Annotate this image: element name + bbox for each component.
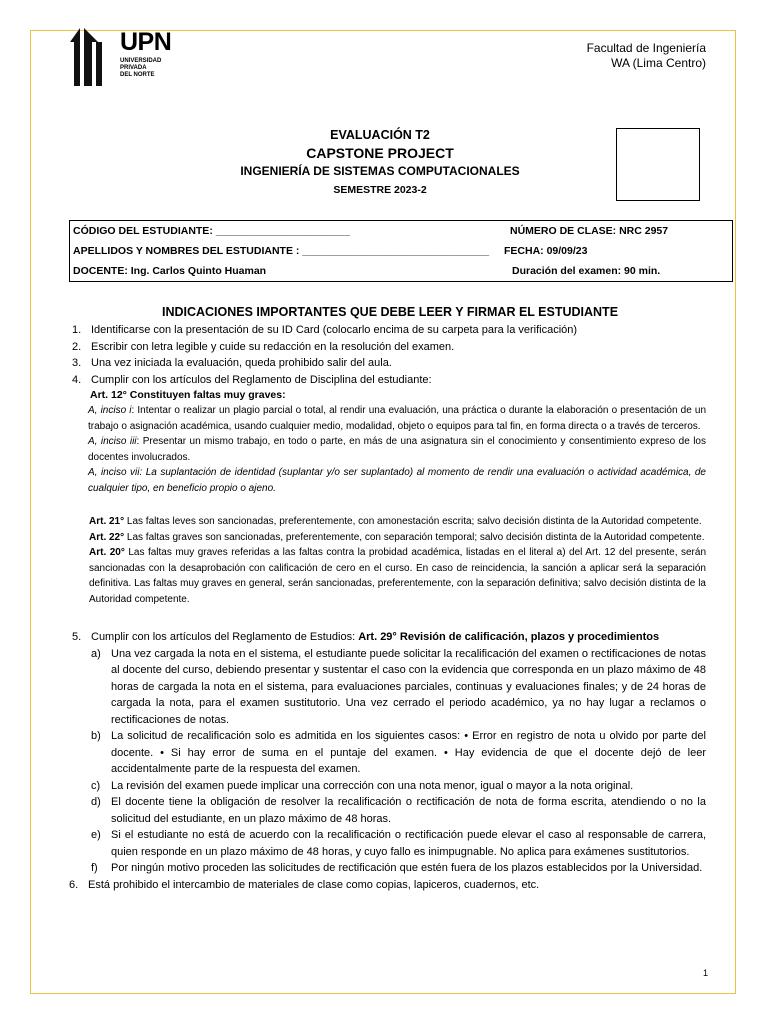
faculty-name: Facultad de Ingeniería <box>586 41 706 55</box>
teacher-name: DOCENTE: Ing. Carlos Quinto Huaman <box>73 265 267 277</box>
inciso-i: A, inciso i: Intentar o realizar un plagio parcial o total, al rendir una evaluación, una práctica o durante la elaboración o presentación de un trabajo o asignación académica, usando cualquier medio, modalidad, objeto o equipos para tal fin, en forma directa o a través de terceros. <box>88 405 707 432</box>
list-item: 4. Cumplir con los artículos del Reglamento de Disciplina del estudiante: <box>72 373 432 386</box>
art20: Art. 20° Las faltas muy graves referidas a las faltas contra la probidad académica, listadas en el literal a) del Art. 12 del presente, serán sancionadas con la desaprobación con calificación de cero en el curso. En caso de reincidencia, la sanción a aplicar será la separación definitiva. Las faltas muy graves en general, serán sancionadas, preferentemente, con la separación definitiva; salvo decisión distinta de la Autoridad competente. <box>89 547 707 605</box>
art12-heading: Art. 12° Constituyen faltas muy graves: <box>90 389 286 401</box>
logo-sub-2: PRIVADA <box>120 65 147 71</box>
info-row-2 <box>73 242 729 260</box>
logo-sub-3: DEL NORTE <box>120 72 155 78</box>
art21: Art. 21° Las faltas leves son sancionadas, preferentemente, con amonestación escrita; salvo decisión distinta de la Autoridad competente. <box>89 516 702 527</box>
sub-item-d: d) El docente tiene la obligación de resolver la recalificación o rectificación de nota de forma escrita, atendiendo o no la solicitud del estudiante, en un plazo máximo de 48 horas. <box>91 796 706 825</box>
student-name-field[interactable]: APELLIDOS Y NOMBRES DEL ESTUDIANTE : ________________________________ <box>73 245 490 257</box>
art29-sublist <box>91 646 706 877</box>
sub-item-c: c) La revisión del examen puede implicar una corrección con una nota menor, igual o mayor a la nota original. <box>91 779 634 792</box>
indications-title: INDICACIONES IMPORTANTES QUE DEBE LEER Y FIRMAR EL ESTUDIANTE <box>161 305 619 319</box>
list-item: 3. Una vez iniciada la evaluación, queda prohibido salir del aula. <box>72 357 392 369</box>
indications-list <box>69 322 707 893</box>
inciso-iii: A, inciso iii: Presentar un mismo trabajo, en todo o parte, en más de una asignatura sin el conocimiento y consentimiento expreso de los docentes involucrados. <box>88 436 706 463</box>
sub-item-a: a) Una vez cargada la nota en el sistema, el estudiante puede solicitar la recalificación del examen o rectificaciones de notas al docente del curso, debiendo presentar y sustentar el caso con la evidencia que corresponda en un plazo máximo de 48 horas de cargada la nota en el sistema, para evaluaciones parciales, continuas y evaluaciones finales; y de 24 horas de cargada la nota, para el examen sustitutorio. Una vez cerrado el periodo académico, ya no hay lugar a reclamos o rectificaciones de notas. <box>91 647 706 726</box>
info-row-1 <box>73 222 729 240</box>
career-title: INGENIERÍA DE SISTEMAS COMPUTACIONALES <box>240 164 520 178</box>
inciso-vii: A, inciso vii: La suplantación de identidad (suplantar y/o ser suplantado) al momento de rendir una evaluación o actividad académica, de cualquier tipo, en beneficio propio o ajeno. <box>88 467 706 494</box>
course-title: CAPSTONE PROJECT <box>306 145 454 161</box>
sub-item-f: f) Por ningún motivo proceden las solicitudes de rectificación que estén fuera de los plazos establecidos por la Universidad. <box>91 862 703 874</box>
campus-name: WA (Lima Centro) <box>611 56 706 70</box>
page-number: 1 <box>702 968 708 978</box>
upn-logo-icon <box>70 28 118 86</box>
logo-sub-1: UNIVERSIDAD <box>120 58 162 64</box>
grade-box <box>616 128 700 201</box>
semester-title: SEMESTRE 2023-2 <box>333 184 427 196</box>
logo-name: UPN <box>120 28 172 56</box>
list-item: 1. Identificarse con la presentación de su ID Card (colocarlo encima de su carpeta para la verificación) <box>72 324 578 336</box>
exam-duration: Duración del examen: 90 min. <box>512 265 661 277</box>
info-row-3 <box>73 262 729 280</box>
faculty-header <box>587 41 706 71</box>
exam-date: FECHA: 09/09/23 <box>504 245 588 257</box>
sub-item-e: e) Si el estudiante no está de acuerdo con la recalificación o rectificación puede elevar el caso al responsable de carrera, quien responde en un plazo máximo de 48 horas, y cuyo fallo es inimpugnable. No aplica para exámenes sustitutorios. <box>91 829 706 858</box>
class-number: NÚMERO DE CLASE: NRC 2957 <box>510 225 669 237</box>
list-item: 6. Está prohibido el intercambio de materiales de clase como copias, lapiceros, cuadernos, etc. <box>69 878 540 891</box>
list-item: 5. Cumplir con los artículos del Reglamento de Estudios: Art. 29° Revisión de calificación, plazos y procedimientos <box>72 631 660 643</box>
student-info-table <box>69 220 733 282</box>
sub-item-b: b) La solicitud de recalificación solo es admitida en los siguientes casos: • Error en registro de nota u olvido por parte del docente. • Si hay error de suma en el puntaje del examen. • Hay evidencia de que el docente dejó de leer accidentalmente parte de la respuesta del examen. <box>91 730 706 775</box>
logo-text <box>120 30 171 79</box>
eval-title: EVALUACIÓN T2 <box>330 128 430 142</box>
art22: Art. 22° Las faltas graves son sancionadas, preferentemente, con separación temporal; salvo decisión distinta de la Autoridad competente. <box>89 531 705 543</box>
list-item: 2. Escribir con letra legible y cuide su redacción en la resolución del examen. <box>72 340 455 353</box>
student-code-field[interactable]: CÓDIGO DEL ESTUDIANTE: _______________________ <box>73 225 351 237</box>
